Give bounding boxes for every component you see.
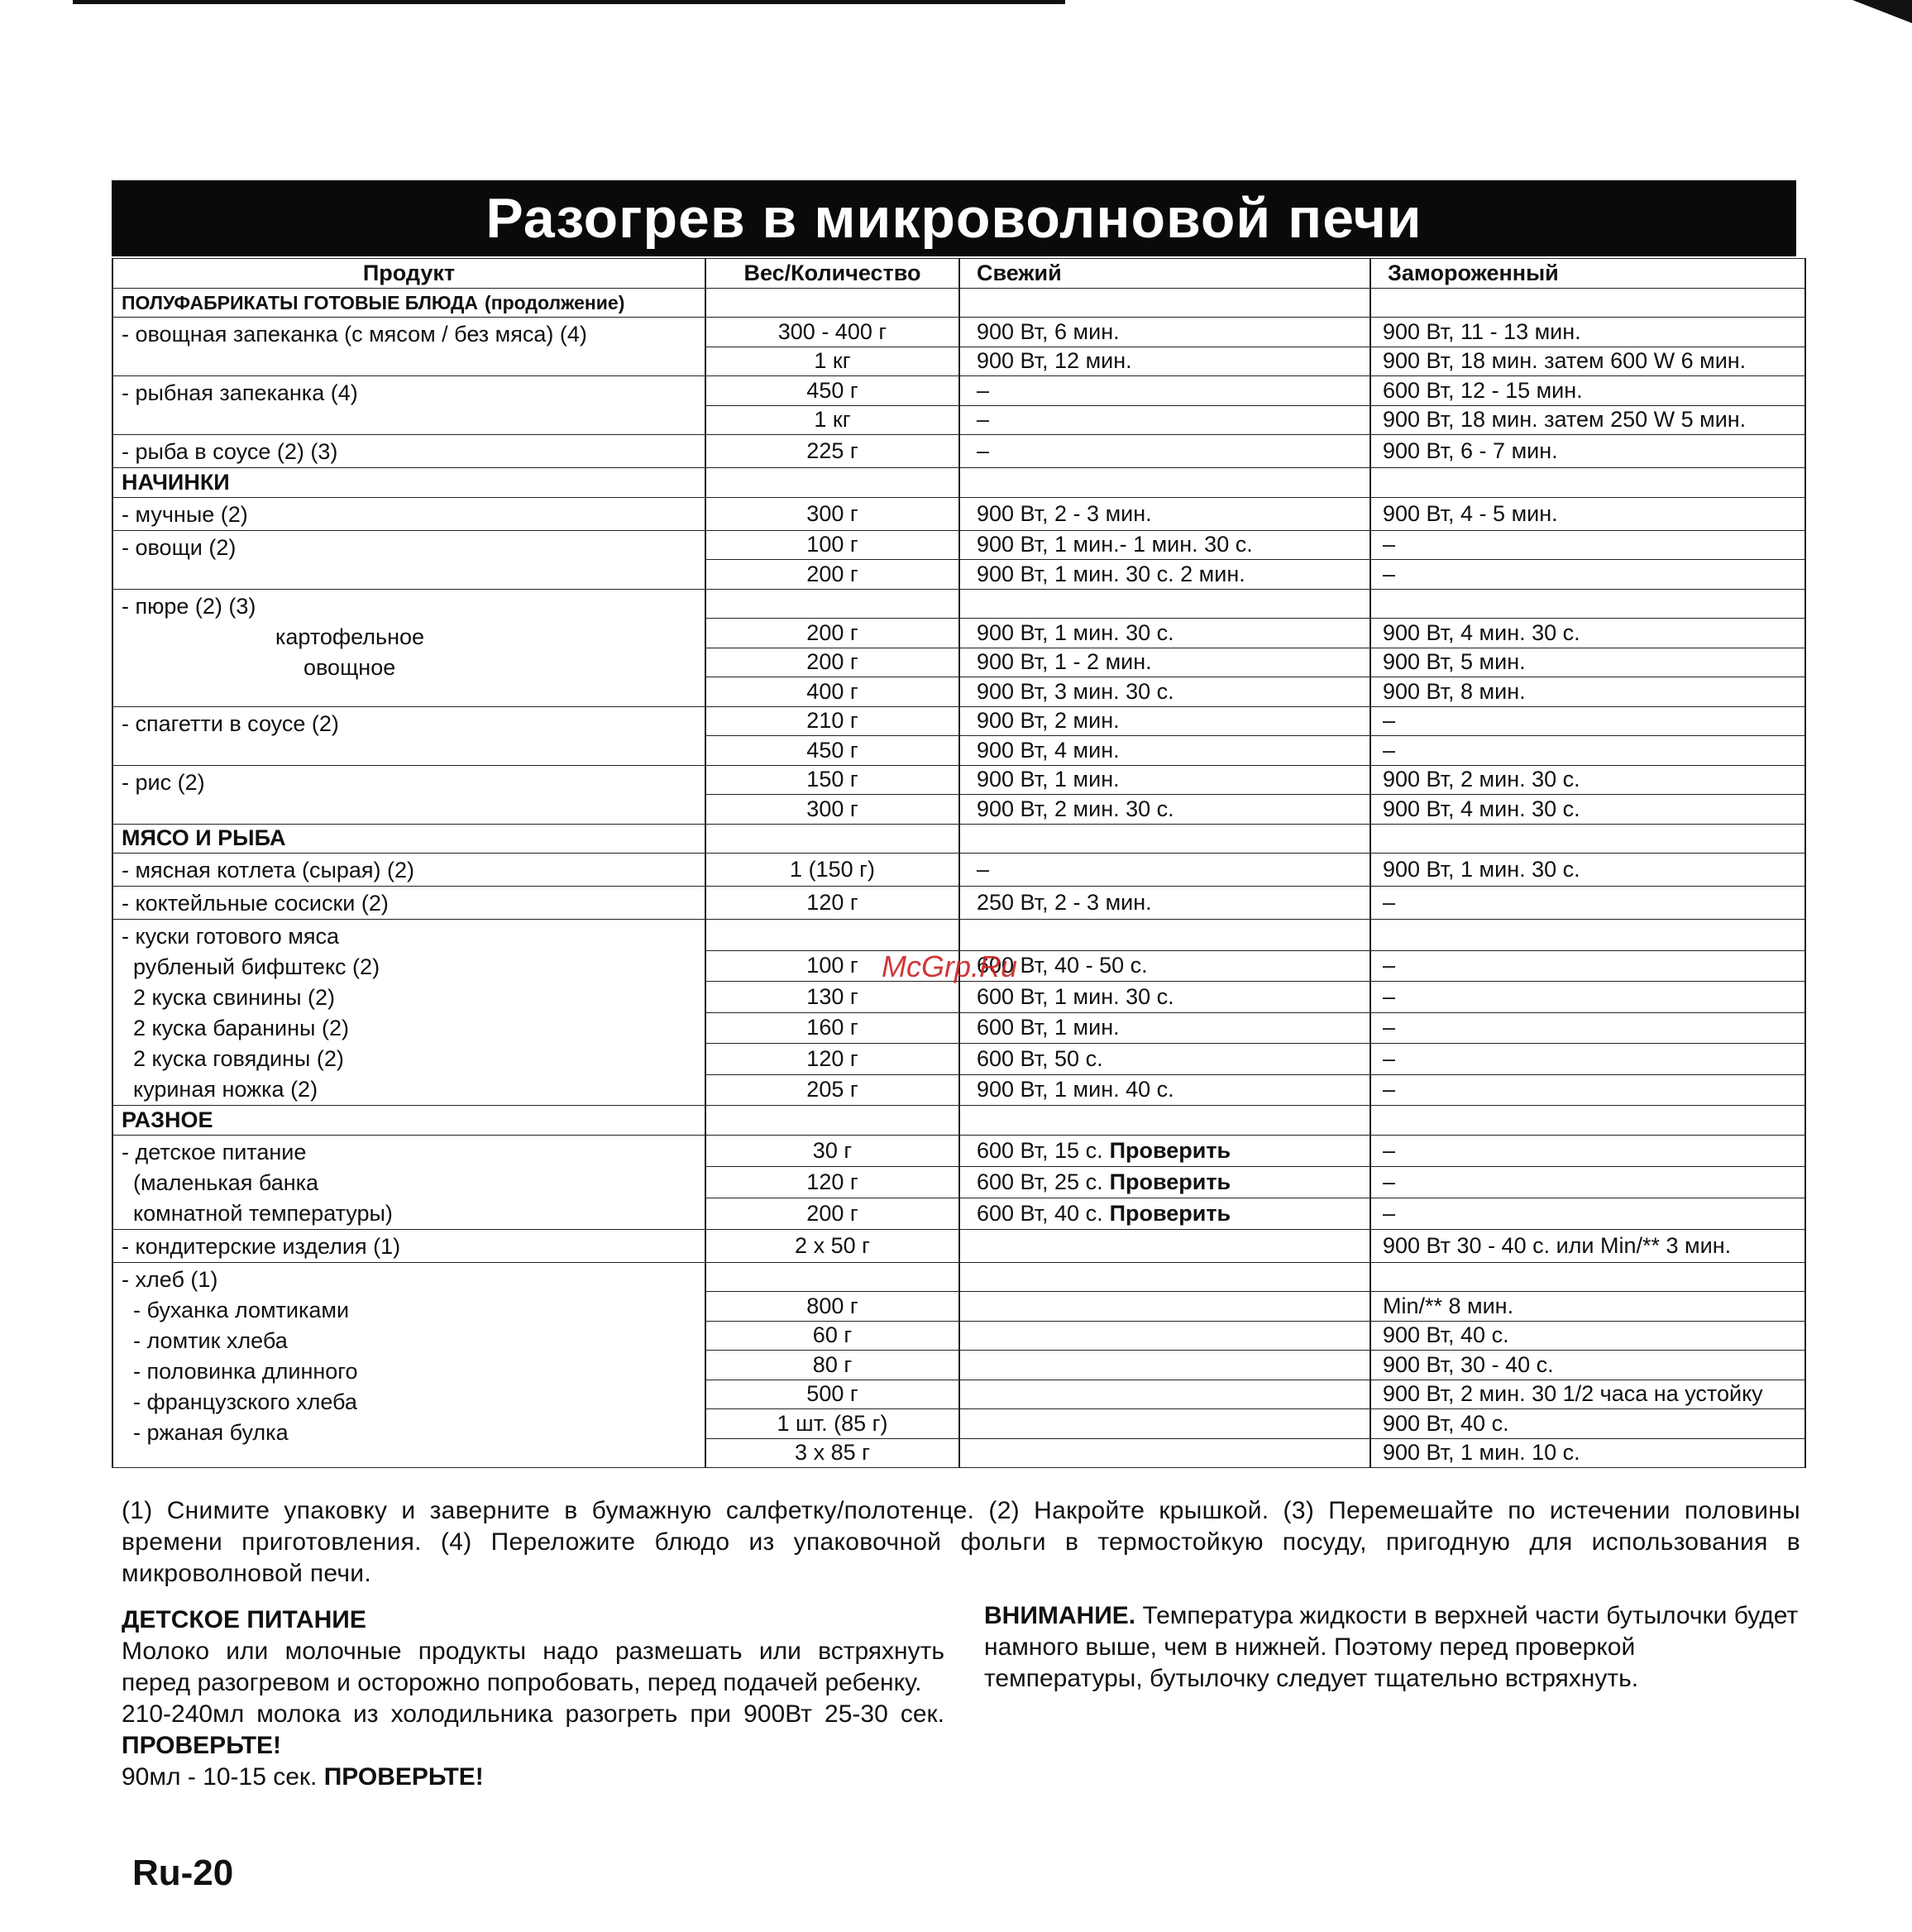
frozen-cell: 900 Вт, 18 мин. затем 250 W 5 мин. [1370, 405, 1805, 435]
weight-cell [705, 920, 959, 951]
weight-cell: 2 x 50 г [705, 1229, 959, 1262]
product-subline: 2 куска баранины (2) [133, 1016, 349, 1040]
frozen-cell: – [1370, 1012, 1805, 1044]
fresh-cell [959, 376, 1370, 406]
frozen-cell [1370, 920, 1805, 951]
warning-section [984, 1600, 1799, 1695]
fresh-value: 600 Вт, 40 - 50 с. [977, 953, 1148, 978]
frozen-cell: – [1370, 736, 1805, 766]
product-subline: овощное [304, 654, 396, 680]
product-subline: комнатной температуры) [133, 1200, 393, 1226]
frozen-cell: – [1370, 530, 1805, 560]
empty-cell [959, 468, 1370, 498]
fresh-value: 900 Вт, 6 мин. [977, 318, 1120, 344]
section-title [112, 288, 705, 318]
table-row [112, 854, 1805, 887]
fresh-value: 900 Вт, 2 мин. 30 с. [977, 796, 1174, 821]
section-title-text: НАЧИНКИ [122, 469, 230, 495]
frozen-cell: – [1370, 1198, 1805, 1229]
product-name: - куски готового мяса [122, 924, 339, 949]
empty-cell [705, 824, 959, 854]
table-row [112, 435, 1805, 468]
fresh-value: 600 Вт, 50 с. [977, 1045, 1103, 1071]
fresh-cell [959, 795, 1370, 825]
frozen-cell: 900 Вт, 40 с. [1370, 1321, 1805, 1351]
weight-cell: 3 x 85 г [705, 1438, 959, 1468]
empty-cell [705, 1106, 959, 1136]
frozen-cell: 900 Вт, 40 с. [1370, 1409, 1805, 1439]
product-name: - овощи (2) [122, 534, 237, 560]
fresh-value: 900 Вт, 1 - 2 мин. [977, 649, 1152, 675]
frozen-cell: 600 Вт, 12 - 15 мин. [1370, 376, 1805, 406]
weight-cell: 1 кг [705, 405, 959, 435]
table-row [112, 887, 1805, 920]
section-title-text: РАЗНОЕ [122, 1107, 213, 1132]
fresh-cell [959, 648, 1370, 677]
product-name: - кондитерские изделия (1) [122, 1233, 401, 1259]
frozen-cell: 900 Вт, 2 мин. 30 с. [1370, 765, 1805, 795]
frozen-cell: – [1370, 560, 1805, 590]
table-row [112, 1262, 1805, 1292]
weight-cell: 205 г [705, 1074, 959, 1106]
check-label: Проверить [1109, 1169, 1231, 1194]
weight-cell: 130 г [705, 982, 959, 1013]
fresh-cell [959, 950, 1370, 982]
empty-cell [1370, 468, 1805, 498]
fresh-cell [959, 1292, 1370, 1322]
weight-cell: 300 - 400 г [705, 318, 959, 347]
section-title [112, 824, 705, 854]
frozen-cell: 900 Вт, 30 - 40 с. [1370, 1351, 1805, 1380]
product-subline: 2 куска свинины (2) [133, 985, 335, 1010]
product-name: - пюре (2) (3) [122, 593, 256, 619]
product-name: - рыбная запеканка (4) [122, 380, 358, 405]
product-cell [112, 318, 705, 376]
frozen-cell: 900 Вт, 4 мин. 30 с. [1370, 795, 1805, 825]
empty-cell [1370, 1106, 1805, 1136]
product-name: - овощная запеканка (с мясом / без мяса) (4) [122, 322, 587, 347]
fresh-cell [959, 736, 1370, 766]
frozen-cell: – [1370, 1166, 1805, 1198]
fresh-cell [959, 887, 1370, 920]
frozen-cell: 900 Вт, 5 мин. [1370, 648, 1805, 677]
warning-label: ВНИМАНИЕ. [984, 1602, 1136, 1629]
product-subline: - ржаная булка [133, 1419, 289, 1445]
empty-cell [959, 1106, 1370, 1136]
frozen-cell: – [1370, 982, 1805, 1013]
fresh-value: 600 Вт, 25 с. [977, 1169, 1103, 1194]
weight-cell: 120 г [705, 1044, 959, 1075]
product-name: - мясная котлета (сырая) (2) [122, 858, 415, 882]
fresh-cell [959, 1074, 1370, 1106]
weight-cell: 450 г [705, 736, 959, 766]
footnotes: (1) Снимите упаковку и заверните в бумажную салфетку/полотенце. (2) Накройте крышкой. (3) Перемешайте по истечении половины времени приготовления. (4) Переложите блюдо из упаковочной фольги в термостойкую посуду, пригодную для использования в микроволновой печи. [122, 1497, 1800, 1587]
weight-cell: 150 г [705, 765, 959, 795]
fresh-cell [959, 765, 1370, 795]
product-name: - рис (2) [122, 769, 205, 795]
product-subline: картофельное [275, 624, 425, 649]
table-row [112, 497, 1805, 530]
product-cell [112, 376, 705, 435]
frozen-cell [1370, 589, 1805, 619]
frozen-cell: Min/** 8 мин. [1370, 1292, 1805, 1322]
product-subline: - буханка ломтиками [133, 1297, 350, 1322]
empty-cell [705, 468, 959, 498]
fresh-cell [959, 1166, 1370, 1198]
weight-cell: 30 г [705, 1135, 959, 1166]
table-row [112, 706, 1805, 736]
weight-cell: 100 г [705, 530, 959, 560]
fresh-cell [959, 1044, 1370, 1075]
section-title-text: МЯСО И РЫБА [122, 825, 286, 851]
section-row [112, 288, 1805, 318]
fresh-value: 600 Вт, 15 с. [977, 1137, 1103, 1163]
frozen-cell: 900 Вт, 2 мин. 30 1/2 часа на устойку [1370, 1380, 1805, 1409]
top-rule [73, 0, 1065, 4]
empty-cell [1370, 824, 1805, 854]
fresh-cell [959, 347, 1370, 376]
reheating-table [112, 258, 1806, 1468]
product-cell [112, 920, 705, 1106]
frozen-cell: – [1370, 706, 1805, 736]
weight-cell: 60 г [705, 1321, 959, 1351]
product-name: - хлеб (1) [122, 1266, 218, 1292]
fresh-cell [959, 1229, 1370, 1262]
fresh-cell [959, 706, 1370, 736]
product-name: - мучные (2) [122, 501, 248, 527]
product-name: - детское питание [122, 1139, 307, 1164]
fresh-cell [959, 1351, 1370, 1380]
weight-cell: 200 г [705, 560, 959, 590]
product-cell [112, 887, 705, 920]
weight-cell: 450 г [705, 376, 959, 406]
fresh-value: 900 Вт, 2 мин. [977, 708, 1120, 734]
fresh-cell [959, 982, 1370, 1013]
product-subline: - половинка длинного [133, 1358, 358, 1384]
product-cell [112, 765, 705, 824]
weight-cell: 300 г [705, 497, 959, 530]
fresh-cell [959, 318, 1370, 347]
empty-cell [1370, 288, 1805, 318]
frozen-cell: 900 Вт, 6 - 7 мин. [1370, 435, 1805, 468]
baby-food-section [122, 1604, 944, 1793]
weight-cell: 1 кг [705, 347, 959, 376]
fresh-cell [959, 1262, 1370, 1292]
watermark: McGrp.Ru [882, 949, 1018, 983]
table-row [112, 1229, 1805, 1262]
frozen-cell: – [1370, 887, 1805, 920]
weight-cell: 100 г [705, 950, 959, 982]
frozen-cell: 900 Вт, 4 - 5 мин. [1370, 497, 1805, 530]
product-subline: - французского хлеба [133, 1389, 357, 1414]
product-subline: (маленькая банка [133, 1169, 319, 1195]
frozen-cell [1370, 1262, 1805, 1292]
fresh-cell [959, 1409, 1370, 1439]
fresh-cell [959, 619, 1370, 648]
weight-cell: 400 г [705, 677, 959, 707]
frozen-cell: – [1370, 950, 1805, 982]
empty-cell [705, 288, 959, 318]
table-row [112, 920, 1805, 951]
fresh-value: 900 Вт, 4 мин. [977, 737, 1120, 763]
frozen-cell: 900 Вт, 11 - 13 мин. [1370, 318, 1805, 347]
page-number: Ru-20 [132, 1853, 234, 1893]
fresh-cell [959, 1012, 1370, 1044]
table-row [112, 318, 1805, 347]
frozen-cell: 900 Вт, 4 мин. 30 с. [1370, 619, 1805, 648]
frozen-cell: – [1370, 1074, 1805, 1106]
frozen-cell: 900 Вт 30 - 40 с. или Min/** 3 мин. [1370, 1229, 1805, 1262]
fresh-value: 900 Вт, 1 мин. 30 с. 2 мин. [977, 561, 1245, 586]
section-title [112, 468, 705, 498]
fresh-value: – [977, 407, 990, 433]
table-row [112, 1135, 1805, 1166]
fresh-value: 900 Вт, 1 мин. 30 с. [977, 619, 1174, 645]
product-subline: - ломтик хлеба [133, 1327, 288, 1353]
frozen-cell: 900 Вт, 1 мин. 10 с. [1370, 1438, 1805, 1468]
product-cell [112, 497, 705, 530]
baby-food-paragraph: Молоко или молочные продукты надо размешать или встряхнуть перед разогревом и осторожно попробовать, перед подачей ребенку. [122, 1638, 944, 1696]
fresh-cell [959, 435, 1370, 468]
weight-cell: 225 г [705, 435, 959, 468]
fresh-value: 900 Вт, 3 мин. 30 с. [977, 678, 1174, 704]
weight-cell [705, 1262, 959, 1292]
frozen-cell: 900 Вт, 1 мин. 30 с. [1370, 854, 1805, 887]
section-row [112, 468, 1805, 498]
weight-cell: 800 г [705, 1292, 959, 1322]
weight-cell: 1 (150 г) [705, 854, 959, 887]
product-name: - рыба в соусе (2) (3) [122, 439, 338, 464]
fresh-value: 900 Вт, 1 мин. 40 с. [977, 1077, 1174, 1102]
product-cell [112, 1262, 705, 1468]
fresh-value: 600 Вт, 1 мин. 30 с. [977, 983, 1174, 1009]
empty-cell [959, 288, 1370, 318]
column-header: Свежий [959, 259, 1370, 289]
fresh-cell [959, 1135, 1370, 1166]
fresh-value: 900 Вт, 1 мин.- 1 мин. 30 с. [977, 532, 1253, 557]
frozen-cell: – [1370, 1135, 1805, 1166]
table-row [112, 765, 1805, 795]
fresh-cell [959, 1198, 1370, 1229]
check-label-1: ПРОВЕРЬТЕ! [122, 1732, 282, 1759]
product-subline: куриная ножка (2) [133, 1077, 318, 1102]
fresh-cell [959, 589, 1370, 619]
fresh-value: 600 Вт, 40 с. [977, 1200, 1103, 1226]
weight-cell: 80 г [705, 1351, 959, 1380]
column-header: Вес/Количество [705, 259, 959, 289]
weight-cell: 1 шт. (85 г) [705, 1409, 959, 1439]
table-row [112, 530, 1805, 560]
section-row [112, 824, 1805, 854]
section-row [112, 1106, 1805, 1136]
fresh-value: 900 Вт, 12 мин. [977, 348, 1132, 374]
check-label-2: ПРОВЕРЬТЕ! [323, 1763, 484, 1791]
fresh-cell [959, 1380, 1370, 1409]
section-title-note: (продолжение) [485, 292, 625, 314]
baby-food-heading: ДЕТСКОЕ ПИТАНИЕ [122, 1606, 366, 1633]
table-row [112, 376, 1805, 406]
page-title: Разогрев в микроволновой печи [112, 180, 1796, 256]
weight-cell: 200 г [705, 619, 959, 648]
table-header-row [112, 259, 1805, 289]
weight-cell: 120 г [705, 887, 959, 920]
fresh-cell [959, 560, 1370, 590]
table-row [112, 589, 1805, 619]
baby-food-line-2: 90мл - 10-15 сек. ПРОВЕРЬТЕ! [122, 1763, 484, 1791]
section-title-text: ПОЛУФАБРИКАТЫ ГОТОВЫЕ БЛЮДА [122, 292, 479, 314]
weight-cell: 200 г [705, 648, 959, 677]
weight-cell: 500 г [705, 1380, 959, 1409]
product-subline: 2 куска говядины (2) [133, 1046, 344, 1071]
product-cell [112, 530, 705, 589]
fresh-cell [959, 1438, 1370, 1468]
check-label: Проверить [1109, 1137, 1231, 1163]
product-cell [112, 435, 705, 468]
fresh-cell [959, 530, 1370, 560]
warning-text: ВНИМАНИЕ. Температура жидкости в верхней части бутылочки будет намного выше, чем в нижней. Поэтому перед проверкой температуры, бутылочку следует тщательно встряхнуть. [984, 1602, 1799, 1692]
check-label: Проверить [1109, 1200, 1231, 1226]
product-cell [112, 854, 705, 887]
fresh-cell [959, 1321, 1370, 1351]
column-header: Продукт [112, 259, 705, 289]
fresh-value: – [977, 438, 990, 463]
fresh-value: 900 Вт, 1 мин. [977, 767, 1120, 792]
frozen-cell: – [1370, 1044, 1805, 1075]
column-header: Замороженный [1370, 259, 1805, 289]
fresh-value: 900 Вт, 2 - 3 мин. [977, 500, 1152, 526]
empty-cell [959, 824, 1370, 854]
fresh-cell [959, 920, 1370, 951]
baby-food-line-1: 210-240мл молока из холодильника разогреть при 900Вт 25-30 сек. ПРОВЕРЬТЕ! [122, 1700, 944, 1759]
product-name: - коктейльные сосиски (2) [122, 891, 389, 916]
weight-cell: 300 г [705, 795, 959, 825]
fresh-value: 250 Вт, 2 - 3 мин. [977, 890, 1152, 915]
weight-cell: 160 г [705, 1012, 959, 1044]
weight-cell: 210 г [705, 706, 959, 736]
product-cell [112, 589, 705, 706]
corner-mark [1852, 0, 1912, 23]
section-title [112, 1106, 705, 1136]
product-cell [112, 1135, 705, 1229]
fresh-cell [959, 854, 1370, 887]
weight-cell: 200 г [705, 1198, 959, 1229]
weight-cell [705, 589, 959, 619]
product-cell [112, 706, 705, 765]
fresh-cell [959, 677, 1370, 707]
frozen-cell: 900 Вт, 18 мин. затем 600 W 6 мин. [1370, 347, 1805, 376]
fresh-value: 600 Вт, 1 мин. [977, 1015, 1120, 1040]
fresh-value: – [977, 857, 990, 882]
fresh-value: – [977, 377, 990, 403]
weight-cell: 120 г [705, 1166, 959, 1198]
product-name: - спагетти в соусе (2) [122, 710, 339, 736]
fresh-cell [959, 405, 1370, 435]
fresh-cell [959, 497, 1370, 530]
product-cell [112, 1229, 705, 1262]
frozen-cell: 900 Вт, 8 мин. [1370, 677, 1805, 707]
product-subline: рубленый бифштекс (2) [133, 954, 380, 979]
